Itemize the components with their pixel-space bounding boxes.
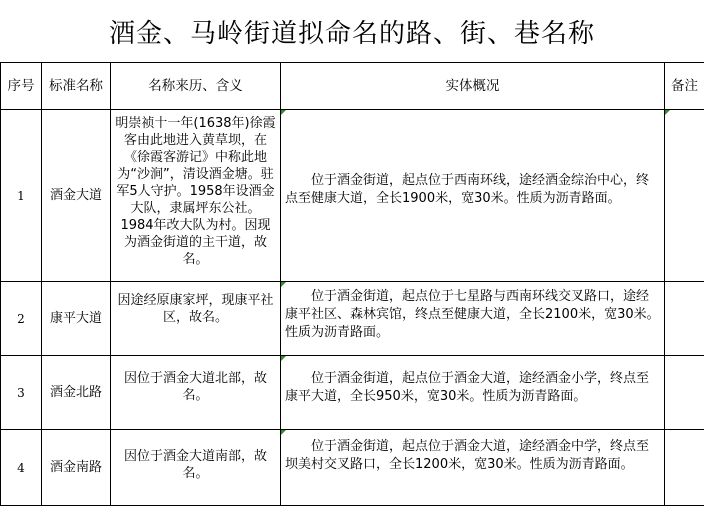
row-origin: 因位于酒金大道南部，故名。 [111, 430, 281, 506]
row-overview [281, 356, 665, 430]
header-index: 序号 [1, 63, 42, 110]
row-overview-text: 位于酒金街道，起点位于酒金大道，途经酒金小学，终点至康平大道，全长950米，宽30米。性质为沥青路面。 [285, 371, 649, 404]
row-origin: 明崇祯十一年(1638年)徐霞客由此地进入黄草坝，在《徐霞客游记》中称此地为“沙涧”，清设酒金塘。驻军5人守护。1958年设酒金大队，隶属坪东公社。1984年改大队为村。因现为酒金街道的主干道，故名。 [111, 110, 281, 282]
row-index: 2 [1, 282, 42, 356]
row-origin: 因途经原康家坪，现康平社区，故名。 [111, 282, 281, 356]
comment-marker [665, 110, 670, 115]
header-origin: 名称来历、含义 [111, 63, 281, 110]
row-note [665, 282, 704, 356]
header-name: 标准名称 [42, 63, 111, 110]
row-note [665, 356, 704, 430]
row-name: 酒金大道 [42, 110, 111, 282]
row-overview-text: 位于酒金街道，起点位于酒金大道，途经酒金中学，终点至坝美村交叉路口，全长1200米，宽30米。性质为沥青路面。 [285, 439, 649, 472]
comment-marker [281, 282, 286, 287]
comment-marker [281, 110, 286, 115]
row-overview [281, 110, 665, 282]
row-name: 酒金北路 [42, 356, 111, 430]
table-header-row [1, 63, 704, 110]
row-note [665, 110, 704, 282]
header-overview: 实体概况 [281, 63, 665, 110]
row-name: 康平大道 [42, 282, 111, 356]
table-row [1, 430, 704, 506]
road-names-table [0, 62, 704, 506]
table-row [1, 282, 704, 356]
table-row [1, 110, 704, 282]
comment-marker [281, 356, 286, 361]
row-origin: 因位于酒金大道北部，故名。 [111, 356, 281, 430]
row-name: 酒金南路 [42, 430, 111, 506]
row-index: 4 [1, 430, 42, 506]
table-row [1, 356, 704, 430]
page-title: 酒金、马岭街道拟命名的路、街、巷名称 [0, 0, 704, 62]
row-index: 3 [1, 356, 42, 430]
row-overview [281, 430, 665, 506]
row-overview-text: 位于酒金街道，起点位于七星路与西南环线交叉路口，途经康平社区、森林宾馆，终点至健康大道，全长2100米，宽30米。性质为沥青路面。 [285, 289, 660, 340]
row-index: 1 [1, 110, 42, 282]
row-overview-text: 位于酒金街道，起点位于西南环线，途经酒金综治中心，终点至健康大道，全长1900米，宽30米。性质为沥青路面。 [285, 114, 660, 208]
row-note [665, 430, 704, 506]
header-note: 备注 [665, 63, 704, 110]
comment-marker [281, 430, 286, 435]
row-overview [281, 282, 665, 356]
